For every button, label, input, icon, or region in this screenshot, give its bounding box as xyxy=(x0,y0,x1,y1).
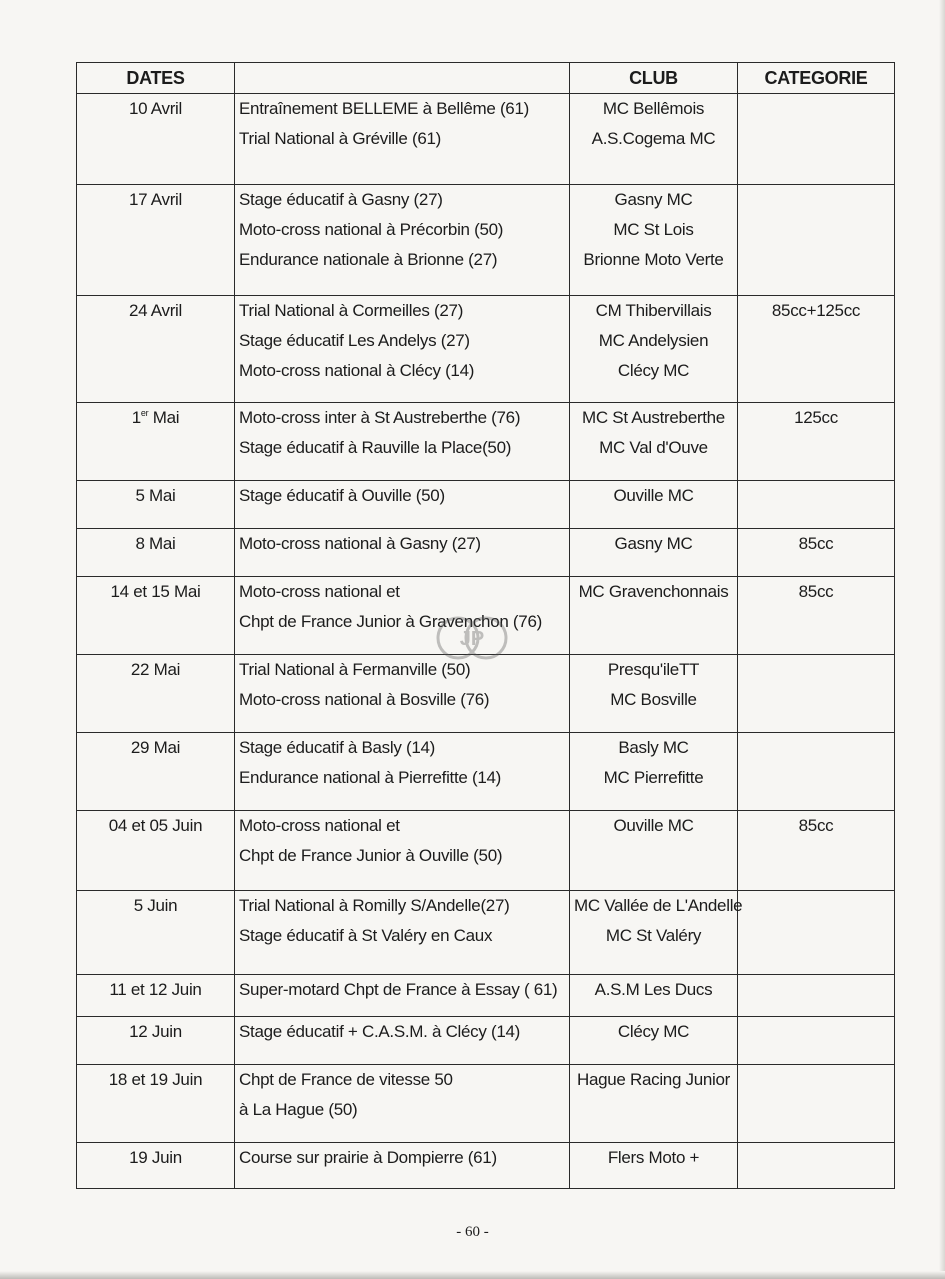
date-cell xyxy=(77,733,235,811)
event-line: Stage éducatif à Rauville la Place(50) xyxy=(239,438,512,457)
watermark-text: JP xyxy=(459,628,485,650)
date-cell xyxy=(77,577,235,655)
club-line: Basly MC xyxy=(618,738,689,757)
event-line: Trial National à Fermanville (50) xyxy=(239,660,471,679)
table-row xyxy=(77,403,895,481)
date-text: 04 et 05 Juin xyxy=(108,816,203,835)
event-line: Chpt de France de vitesse 50 xyxy=(239,1070,453,1089)
event-line: Trial National à Cormeilles (27) xyxy=(239,301,464,320)
page-edge xyxy=(939,0,945,1279)
header-event xyxy=(235,63,570,94)
event-cell xyxy=(235,1143,570,1189)
date-cell xyxy=(77,1143,235,1189)
categorie-cell xyxy=(738,94,895,185)
categorie-cell xyxy=(738,1017,895,1065)
table-row xyxy=(77,1017,895,1065)
date-text: 5 Juin xyxy=(133,896,178,915)
header-categorie: CATEGORIE xyxy=(738,63,895,94)
club-line: A.S.M Les Ducs xyxy=(594,980,713,999)
club-line: MC St Lois xyxy=(613,220,694,239)
club-cell xyxy=(570,733,738,811)
categorie-cell xyxy=(738,655,895,733)
club-cell xyxy=(570,481,738,529)
table-row xyxy=(77,529,895,577)
event-line: Moto-cross national à Précorbin (50) xyxy=(239,220,504,239)
club-line: Ouville MC xyxy=(613,816,694,835)
event-line: Moto-cross inter à St Austreberthe (76) xyxy=(239,408,521,427)
event-cell xyxy=(235,296,570,403)
club-line: MC Gravenchonnais xyxy=(578,582,729,601)
date-cell xyxy=(77,975,235,1017)
club-cell xyxy=(570,577,738,655)
header-row xyxy=(77,63,895,94)
club-cell xyxy=(570,529,738,577)
categorie-cell xyxy=(738,1065,895,1143)
categorie-cell: 85cc xyxy=(738,577,895,655)
club-cell xyxy=(570,94,738,185)
date-text: 19 Juin xyxy=(129,1148,182,1167)
event-line: Super-motard Chpt de France à Essay ( 61) xyxy=(239,980,558,999)
date-text: 12 Juin xyxy=(129,1022,182,1041)
categorie-cell xyxy=(738,1143,895,1189)
table-row xyxy=(77,975,895,1017)
club-line: Clécy MC xyxy=(617,361,690,380)
event-line: Stage éducatif à St Valéry en Caux xyxy=(239,926,493,945)
categorie-cell: 85cc+125cc xyxy=(738,296,895,403)
event-line: Moto-cross national et xyxy=(239,582,400,601)
date-text: 5 Mai xyxy=(135,486,176,505)
categorie-cell xyxy=(738,891,895,975)
table-row xyxy=(77,481,895,529)
event-cell xyxy=(235,403,570,481)
event-cell xyxy=(235,733,570,811)
date-text: 14 et 15 Mai xyxy=(110,582,201,601)
header-dates: DATES xyxy=(77,63,235,94)
event-line: Stage éducatif Les Andelys (27) xyxy=(239,331,470,350)
header-club: CLUB xyxy=(570,63,738,94)
date-text: 18 et 19 Juin xyxy=(108,1070,203,1089)
date-cell xyxy=(77,529,235,577)
date-text: 22 Mai xyxy=(130,660,181,679)
club-cell xyxy=(570,296,738,403)
categorie-cell xyxy=(738,481,895,529)
event-cell xyxy=(235,185,570,296)
club-cell xyxy=(570,1143,738,1189)
event-line: Moto-cross national à Gasny (27) xyxy=(239,534,481,553)
watermark-logo xyxy=(432,612,512,664)
club-line: MC St Valéry xyxy=(605,926,702,945)
event-cell xyxy=(235,1017,570,1065)
event-line: Trial National à Romilly S/Andelle(27) xyxy=(239,896,510,915)
event-line: Moto-cross national et xyxy=(239,816,400,835)
categorie-cell xyxy=(738,733,895,811)
event-cell xyxy=(235,975,570,1017)
club-line: Presqu'ileTT xyxy=(607,660,700,679)
date-cell xyxy=(77,1017,235,1065)
categorie-cell: 85cc xyxy=(738,811,895,891)
club-cell xyxy=(570,1065,738,1143)
event-line: Course sur prairie à Dompierre (61) xyxy=(239,1148,497,1167)
club-line: MC Val d'Ouve xyxy=(599,438,708,457)
club-cell xyxy=(570,891,743,975)
table-row xyxy=(77,891,895,975)
club-line: MC Bosville xyxy=(610,690,697,709)
date-cell xyxy=(77,655,235,733)
date-cell xyxy=(77,1065,235,1143)
date-ordinal: er xyxy=(140,408,149,418)
table-row xyxy=(77,296,895,403)
event-line: Entraînement BELLEME à Bellême (61) xyxy=(239,99,529,118)
event-line: Endurance nationale à Brionne (27) xyxy=(239,250,498,269)
date-month: Mai xyxy=(148,408,180,427)
event-cell xyxy=(235,94,570,185)
event-line: Stage éducatif + C.A.S.M. à Clécy (14) xyxy=(239,1022,521,1041)
event-cell xyxy=(235,529,570,577)
club-line: Clécy MC xyxy=(617,1022,690,1041)
club-cell xyxy=(570,811,738,891)
club-line: Ouville MC xyxy=(613,486,694,505)
event-line: Chpt de France Junior à Ouville (50) xyxy=(239,846,503,865)
club-cell xyxy=(570,403,738,481)
date-text: 24 Avril xyxy=(128,301,183,320)
event-cell xyxy=(235,811,570,891)
date-cell xyxy=(77,403,235,481)
date-cell xyxy=(77,185,235,296)
club-line: A.S.Cogema MC xyxy=(591,129,716,148)
club-line: MC Pierrefitte xyxy=(603,768,704,787)
date-text: 29 Mai xyxy=(130,738,181,757)
club-cell xyxy=(570,1017,738,1065)
event-line: Stage éducatif à Gasny (27) xyxy=(239,190,443,209)
event-line: Moto-cross national à Bosville (76) xyxy=(239,690,490,709)
date-text: 8 Mai xyxy=(135,534,176,553)
table-row xyxy=(77,1065,895,1143)
event-line: Chpt de France Junior à Gravenchon (76) xyxy=(239,612,542,631)
club-line: Gasny MC xyxy=(614,534,693,553)
club-line: CM Thibervillais xyxy=(595,301,712,320)
date-cell xyxy=(77,481,235,529)
date-cell xyxy=(77,94,235,185)
categorie-cell xyxy=(738,975,895,1017)
event-line: Moto-cross national à Clécy (14) xyxy=(239,361,475,380)
club-cell xyxy=(570,185,738,296)
table-row xyxy=(77,94,895,185)
page-bottom-edge xyxy=(0,1271,945,1279)
club-line: Brionne Moto Verte xyxy=(583,250,724,269)
club-line: Flers Moto + xyxy=(607,1148,700,1167)
date-text: 10 Avril xyxy=(128,99,183,118)
event-cell xyxy=(235,1065,570,1143)
event-line: à La Hague (50) xyxy=(239,1100,358,1119)
event-line: Trial National à Gréville (61) xyxy=(239,129,441,148)
club-line: MC Vallée de L'Andelle xyxy=(574,896,743,915)
table-row xyxy=(77,733,895,811)
page-number: - 60 - xyxy=(456,1224,489,1240)
club-cell xyxy=(570,655,738,733)
table-row xyxy=(77,185,895,296)
categorie-cell: 85cc xyxy=(738,529,895,577)
date-cell xyxy=(77,296,235,403)
categorie-cell: 125cc xyxy=(738,403,895,481)
club-line: MC St Austreberthe xyxy=(582,408,725,427)
event-line: Stage éducatif à Ouville (50) xyxy=(239,486,445,505)
date-text: 1 xyxy=(131,408,141,427)
event-cell xyxy=(235,481,570,529)
event-cell xyxy=(235,655,570,733)
event-line: Endurance national à Pierrefitte (14) xyxy=(239,768,502,787)
club-line: MC Andelysien xyxy=(598,331,709,350)
club-line: Gasny MC xyxy=(614,190,693,209)
club-cell xyxy=(570,975,738,1017)
event-cell xyxy=(235,891,570,975)
categorie-cell xyxy=(738,185,895,296)
table-row xyxy=(77,1143,895,1189)
table-row xyxy=(77,811,895,891)
event-line: Stage éducatif à Basly (14) xyxy=(239,738,436,757)
club-line: Hague Racing Junior xyxy=(576,1070,731,1089)
date-text: 17 Avril xyxy=(128,190,183,209)
table-row xyxy=(77,655,895,733)
date-text: 11 et 12 Juin xyxy=(109,980,202,999)
club-line: MC Bellêmois xyxy=(602,99,705,118)
event-cell xyxy=(235,577,570,655)
date-cell xyxy=(77,811,235,891)
date-cell xyxy=(77,891,235,975)
